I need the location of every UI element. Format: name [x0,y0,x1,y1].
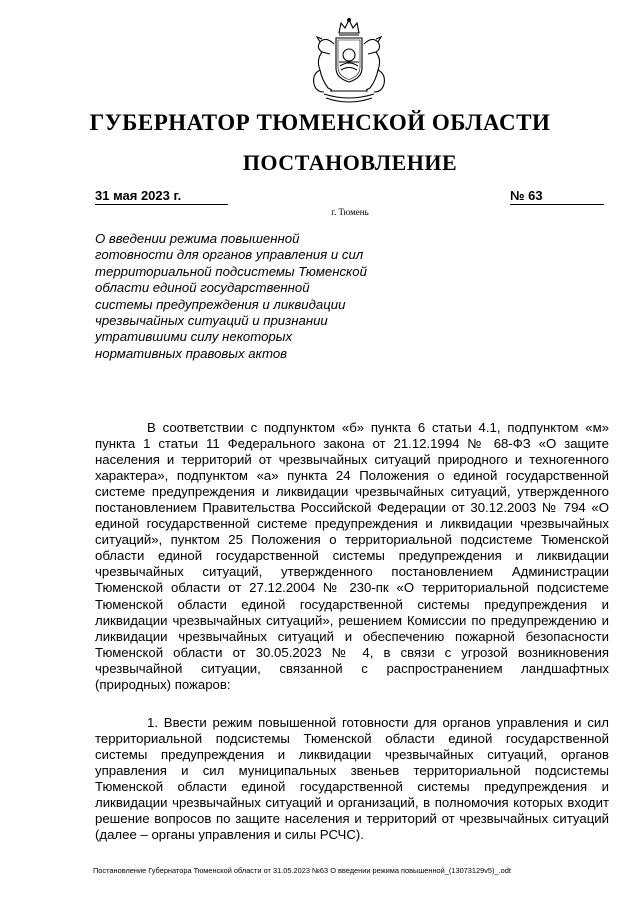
document-subject: О введении режима повышенной готовности для органов управления и сил территориальной подсистемы Тюменской области единой государственной системы предупреждения и ликвидации чрезвычайных ситуаций и признании утратившими силу некоторых нормативных правовых актов [95,231,367,361]
document-number: № 63 [510,188,604,205]
document-city: г. Тюмень [331,207,369,217]
footer-filename: Постановление Губернатора Тюменской области от 31.05.2023 №63 О введении режима повышенной_(13073129v5)_.odt [93,866,511,875]
document-date: 31 мая 2023 г. [95,188,228,205]
coat-of-arms-icon [296,18,402,108]
clause-1-paragraph: 1. Ввести режим повышенной готовности для органов управления и сил территориальной подсистемы Тюменской области единой государственной системы предупреждения и ликвидации чрезвычайных ситуаций, органов управления и сил муниципальных звеньев территориальной подсистемы Тюменской области единой государственной системы предупреждения и ликвидации чрезвычайных ситуаций и организаций, в полномочия которых входит решение вопросов по защите населения и территорий от чрезвычайных ситуаций (далее – органы управления и силы РСЧС). [95,715,609,843]
document-type: ПОСТАНОВЛЕНИЕ [242,150,458,175]
preamble-paragraph: В соответствии с подпунктом «б» пункта 6 статьи 4.1, подпунктом «м» пункта 1 статьи 11 Федерального закона от 21.12.1994 № 68-ФЗ «О защите населения и территорий от чрезвычайных ситуаций природного и техногенного характера», подпунктом «а» пункта 24 Положения о единой государственной системе предупреждения и ликвидации чрезвычайных ситуаций, утвержденного постановлением Правительства Российской Федерации от 30.12.2003 № 794 «О единой государственной системе предупреждения и ликвидации чрезвычайных ситуаций», пунктом 25 Положения о территориальной подсистеме Тюменской области единой государственной системы предупреждения и ликвидации чрезвычайных ситуаций, утвержденного постановлением Администрации Тюменской области от 27.12.2004 № 230-пк «О территориальной подсистеме Тюменской области единой государственной системы предупреждения и ликвидации чрезвычайных ситуаций», решением Комиссии по предупреждению и ликвидации чрезвычайных ситуаций и обеспечению пожарной безопасности Тюменской области от 30.05.2023 № 4, в связи с угрозой возникновения чрезвычайной ситуации, связанной с распространением ландшафтных (природных) пожаров: [95,420,609,692]
org-title: ГУБЕРНАТОР ТЮМЕНСКОЙ ОБЛАСТИ [89,110,551,135]
